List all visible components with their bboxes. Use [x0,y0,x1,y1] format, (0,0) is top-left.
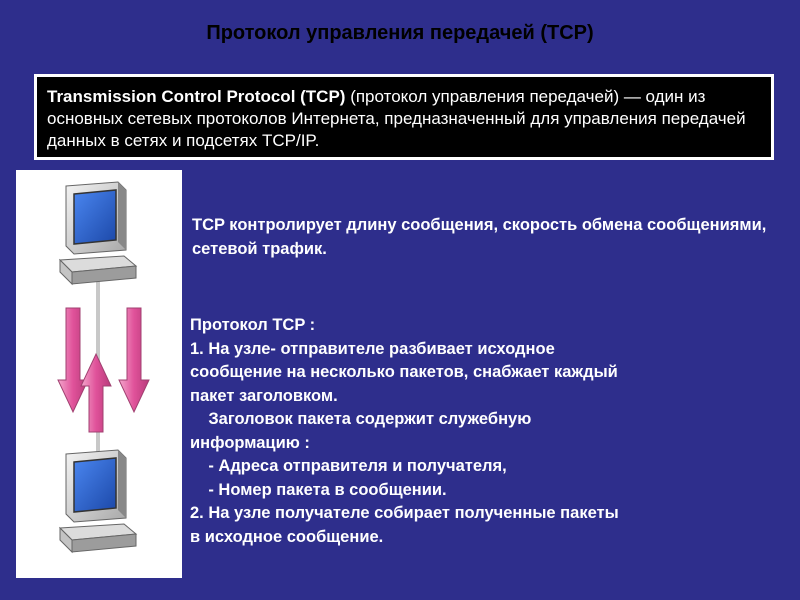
arrow-up-icon [81,354,111,432]
slide-title: Протокол управления передачей (TCP) [206,22,594,44]
definition-box [34,74,774,160]
protocol-line: 1. На узле- отправителе разбивает исходное [190,339,555,358]
protocol-line: в исходное сообщение. [190,527,384,546]
definition-text: (протокол управления передачей) — один из основных сетевых протоколов Интернета, предназначенный для управления передачей данных в сетях и подсетях TCP/IP. [47,87,746,150]
protocol-steps [190,314,770,549]
protocol-line: информацию : [190,433,310,452]
network-diagram [16,170,182,578]
protocol-line: Протокол TCP : [190,316,316,334]
network-illustration [16,170,182,578]
protocol-line: пакет заголовком. [190,386,338,405]
protocol-line: - Адреса отправителя и получателя, [190,457,507,475]
protocol-line: Заголовок пакета содержит служебную [190,410,532,428]
arrow-down-icon [58,308,88,412]
arrow-down-icon [119,308,149,412]
protocol-line: 2. На узле получателе собирает полученные пакеты [190,504,619,522]
computer-icon [60,450,136,552]
protocol-line: - Номер пакета в сообщении. [190,480,447,499]
computer-icon [60,182,136,284]
protocol-line: сообщение на несколько пакетов, снабжает каждый [190,363,618,381]
definition-term: Transmission Control Protocol (TCP) [47,87,346,106]
tcp-control-text: TCP контролирует длину сообщения, скорость обмена сообщениями, сетевой трафик. [192,216,767,258]
